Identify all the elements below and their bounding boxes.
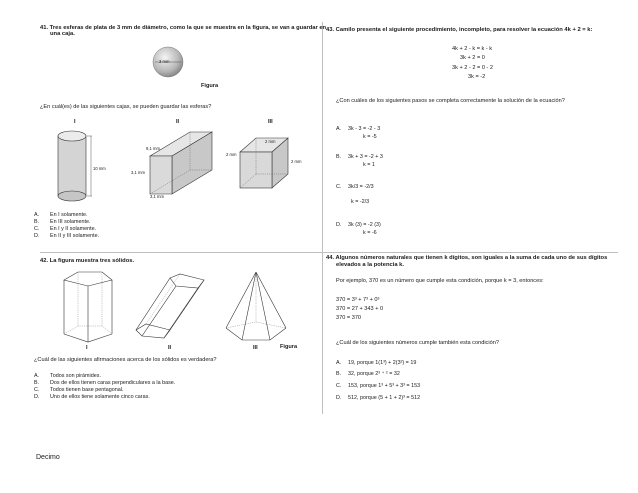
solid-3-pyramid: [222, 270, 292, 348]
q42-option-a-text[interactable]: Todos son pirámides.: [50, 373, 101, 379]
section-divider-left: [40, 252, 322, 253]
q43-option-b-line1[interactable]: 3k + 3 = -2 + 3: [348, 154, 383, 160]
q42-option-b-text[interactable]: Dos de ellos tienen caras perpendiculares a la base.: [50, 380, 176, 386]
q43-option-c-line2[interactable]: k = -2/3: [351, 199, 370, 205]
q43-step-2: 3k + 2 = 0: [460, 55, 485, 61]
q42-prompt: 42. La figura muestra tres sólidos.: [40, 258, 135, 264]
solid-label-3: III: [253, 345, 258, 351]
q44-work-line-1: 370 = 3³ + 7³ + 0³: [336, 297, 380, 303]
prism-box-figure: [148, 128, 218, 198]
q44-option-c-letter[interactable]: C.: [336, 383, 342, 389]
q41-option-a-letter[interactable]: A.: [34, 212, 40, 218]
q41-option-b-letter[interactable]: B.: [34, 219, 40, 225]
q42-option-d-letter[interactable]: D.: [34, 394, 40, 400]
q43-option-b-letter[interactable]: B.: [336, 154, 342, 160]
q42-option-c-text[interactable]: Todos tienen base pentagonal.: [50, 387, 124, 393]
q44-question: ¿Cuál de los siguientes números cumple también esta condición?: [336, 340, 499, 346]
q41-question: ¿En cuál(es) de las siguientes cajas, se pueden guardar las esferas?: [40, 104, 212, 110]
solid-label-1: I: [86, 345, 88, 351]
solid-1-prism: [58, 270, 118, 350]
q41-prompt-line2: una caja.: [50, 31, 75, 37]
q42-option-a-letter[interactable]: A.: [34, 373, 40, 379]
q44-option-d-letter[interactable]: D.: [336, 395, 342, 401]
q41-option-d-letter[interactable]: D.: [34, 233, 40, 239]
q43-question: ¿Con cuáles de los siguientes pasos se completa correctamente la solución de la ecuación?: [336, 98, 565, 104]
cube-top-label: 2 mm: [265, 139, 276, 144]
solid-label-2: II: [168, 345, 172, 351]
q44-option-b-text[interactable]: 32, porque 2³ ⁺ ² = 32: [348, 371, 400, 377]
cylinder-height-label: 10 mm: [93, 166, 106, 171]
q42-option-b-letter[interactable]: B.: [34, 380, 40, 386]
q43-option-d-line1[interactable]: 3k (3) = -2 (3): [348, 222, 381, 228]
q44-option-b-letter[interactable]: B.: [336, 371, 342, 377]
q44-work-line-2: 370 = 27 + 343 + 0: [336, 306, 384, 312]
footer-label: Decimo: [36, 454, 60, 461]
prism-top-label: 9,1 mm: [146, 146, 160, 151]
q41-option-c-text[interactable]: En I y II solamente.: [50, 226, 97, 232]
q43-option-b-line2[interactable]: k = 1: [363, 162, 375, 168]
q41-option-a-text[interactable]: En I solamente.: [50, 212, 88, 218]
q43-option-d-line2[interactable]: k = -6: [363, 230, 377, 236]
q41-figure-caption: Figura: [201, 83, 219, 89]
q41-option-d-text[interactable]: En II y III solamente.: [50, 233, 100, 239]
q41-option-c-letter[interactable]: C.: [34, 226, 40, 232]
q44-prompt-line2: elevados a la potencia k.: [336, 262, 404, 268]
box-label-3: III: [268, 119, 273, 125]
q42-option-c-letter[interactable]: C.: [34, 387, 40, 393]
q42-question: ¿Cuál de las siguientes afirmaciones acerca de los sólidos es verdadera?: [34, 357, 217, 363]
q44-option-a-letter[interactable]: A.: [336, 360, 342, 366]
cylinder-box-figure: [54, 128, 94, 208]
q43-option-d-letter[interactable]: D.: [336, 222, 342, 228]
q44-option-c-text[interactable]: 153, porque 1³ + 5³ + 3³ = 153: [348, 383, 421, 389]
q43-step-3: 3k + 2 - 2 = 0 - 2: [452, 65, 494, 71]
box-label-1: I: [74, 119, 76, 125]
prism-side-label: 3,1 mm: [131, 170, 145, 175]
q43-option-c-line1[interactable]: 3k/3 = -2/3: [348, 184, 374, 190]
q43-step-1: 4k + 2 - k = k - k: [452, 46, 493, 52]
q41-prompt-line1: 41. Tres esferas de plata de 3 mm de diámetro, como la que se muestra en la figura, se van a guardar en: [40, 25, 327, 31]
q44-option-d-text[interactable]: 512, porque (5 + 1 + 2)³ = 512: [348, 395, 421, 401]
sphere-figure: [150, 44, 190, 84]
q44-example: Por ejemplo, 370 es un número que cumple esta condición, porque k = 3, entonces:: [336, 278, 544, 284]
q44-option-a-text[interactable]: 19, porque 1(1³) + 2(3²) = 19: [348, 360, 417, 366]
q43-prompt: 43. Camilo presenta el siguiente procedimiento, incompleto, para resolver la ecuación 4k + 2 = k:: [326, 27, 593, 33]
sphere-diameter-label: 3 mm: [159, 59, 170, 64]
cube-left-label: 2 mm: [226, 152, 237, 157]
q43-step-4: 3k = -2: [468, 74, 486, 80]
q43-option-c-letter[interactable]: C.: [336, 184, 342, 190]
column-divider: [322, 22, 323, 414]
cube-right-label: 2 mm: [291, 159, 302, 164]
q42-figure-caption: Figura: [280, 344, 298, 350]
box-label-2: II: [176, 119, 180, 125]
q43-option-a-letter[interactable]: A.: [336, 126, 342, 132]
q43-option-a-line2[interactable]: k = -5: [363, 134, 377, 140]
q41-option-b-text[interactable]: En III solamente.: [50, 219, 91, 225]
q43-option-a-line1[interactable]: 3k - 3 = -2 - 3: [348, 126, 381, 132]
q44-work-line-3: 370 = 370: [336, 315, 362, 321]
prism-bottom-label: 3,1 mm: [150, 194, 164, 199]
q44-prompt-line1: 44. Algunos números naturales que tienen k dígitos, son iguales a la suma de cada uno de sus dígitos: [326, 255, 608, 261]
q42-option-d-text[interactable]: Uno de ellos tiene solamente cinco caras.: [50, 394, 150, 400]
solid-2-oblique-prism: [132, 272, 212, 344]
section-divider-right: [322, 252, 618, 253]
